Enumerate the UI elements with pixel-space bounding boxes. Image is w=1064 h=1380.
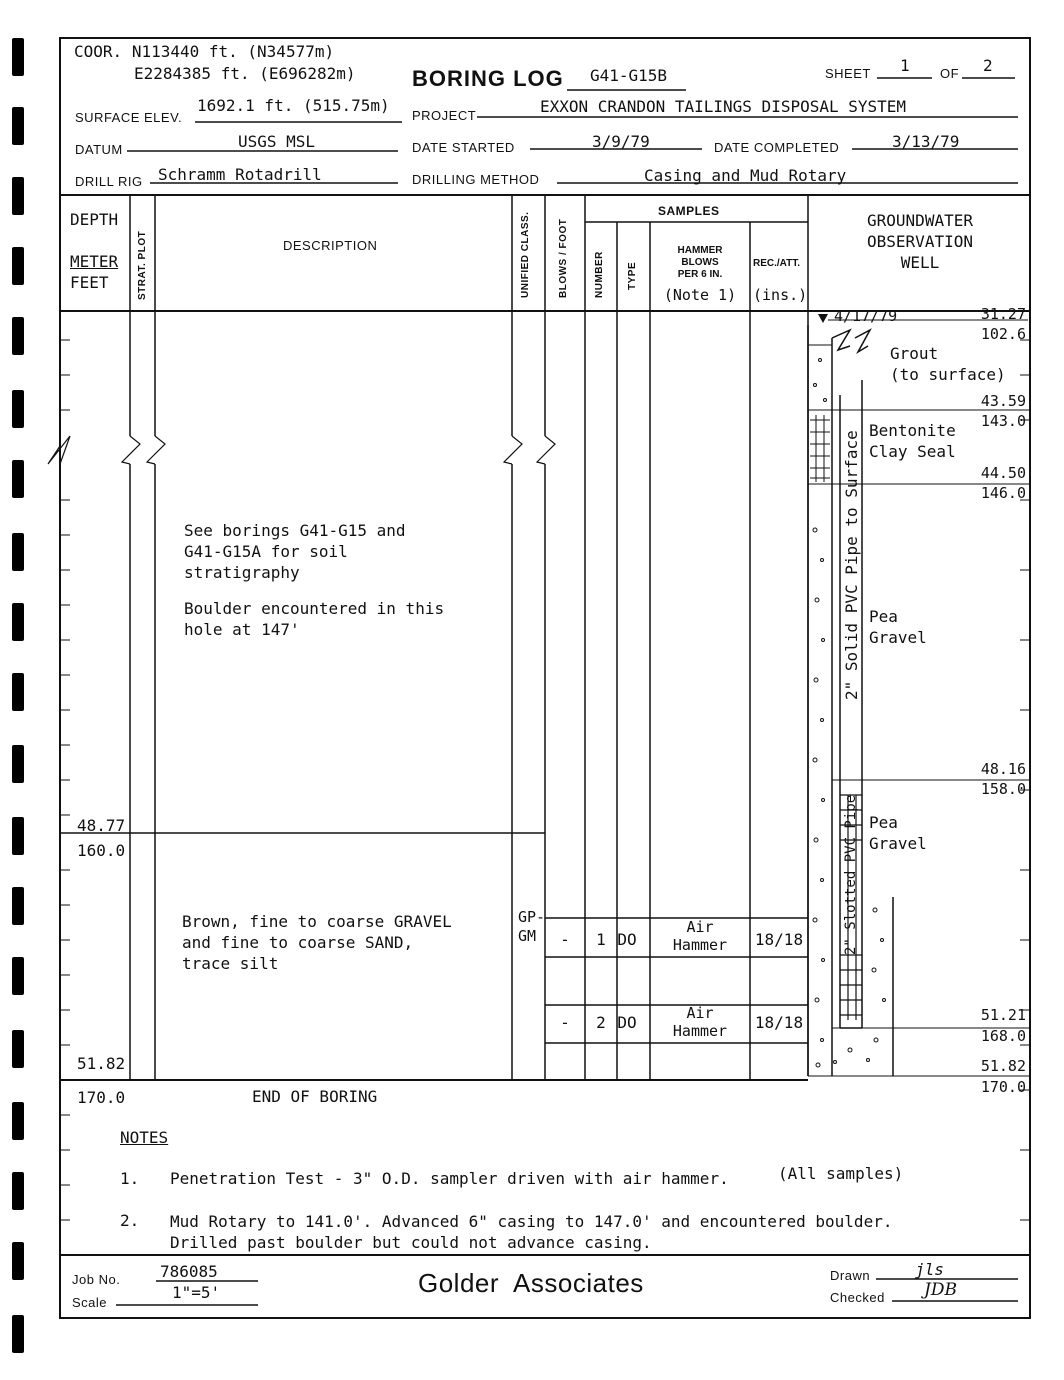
col-strat-plot: STRAT. PLOT [137, 230, 148, 300]
drawn-label: Drawn [830, 1268, 871, 1283]
col-hammer-l3: PER 6 IN. [677, 269, 723, 280]
note-2 [170, 1211, 892, 1253]
unified-class-l1: GP- [518, 908, 546, 926]
datum-label: DATUM [75, 142, 123, 157]
col-hammer-l2: BLOWS [681, 257, 719, 268]
checked-label: Checked [830, 1290, 885, 1305]
job-number: 786085 [160, 1262, 218, 1281]
date-completed: 3/13/79 [892, 132, 960, 151]
depth-170-m: 51.82 [980, 1057, 1026, 1075]
col-depth: DEPTH [70, 210, 119, 229]
drill-rig: Schramm Rotadrill [158, 165, 322, 184]
pea-gravel-1-l2: Gravel [869, 628, 927, 647]
datum: USGS MSL [238, 132, 316, 151]
bentonite-label [869, 420, 956, 462]
note-1: Penetration Test - 3" O.D. sampler driven with air hammer. [170, 1169, 729, 1188]
col-rec-units: (ins.) [753, 286, 808, 304]
drawn-by: jls [915, 1260, 944, 1279]
description-1-l2: G41-G15A for soil [184, 542, 348, 561]
project: EXXON CRANDON TAILINGS DISPOSAL SYSTEM [540, 97, 907, 116]
water-level-m: 31.27 [980, 305, 1026, 323]
depth-143-ft: 143.0 [980, 412, 1026, 430]
slotted-pipe-label: 2" Slotted PVC Pipe [843, 794, 859, 955]
description-2-l2: and fine to coarse SAND, [182, 933, 414, 952]
col-gw-l1: GROUNDWATER [867, 211, 973, 230]
description-1-l3: stratigraphy [184, 563, 300, 582]
water-date: 4/17/79 [834, 307, 898, 325]
sample-type: DO [617, 930, 637, 949]
checked-by: JDB [924, 1280, 957, 1300]
pea-gravel-1-label [869, 606, 927, 648]
drilling-method: Casing and Mud Rotary [644, 166, 847, 185]
form-title: BORING LOG [412, 66, 564, 91]
col-feet: FEET [70, 273, 109, 292]
drilling-method-label: DRILLING METHOD [412, 172, 540, 187]
notes-title: NOTES [120, 1128, 169, 1147]
water-level-ft: 102.6 [980, 325, 1026, 343]
note-1-number: 1. [120, 1169, 140, 1188]
sample-blows: - [560, 930, 570, 949]
depth-158-m: 48.16 [980, 760, 1026, 778]
col-hammer [652, 245, 748, 281]
description-1-l4: Boulder encountered in this [184, 599, 445, 618]
bentonite-l1: Bentonite [869, 421, 956, 440]
depth-1-ft: 160.0 [77, 841, 126, 860]
date-started: 3/9/79 [592, 132, 650, 151]
depth-170-ft: 170.0 [980, 1078, 1026, 1096]
date-completed-label: DATE COMPLETED [714, 140, 840, 155]
solid-pipe-label: 2" Solid PVC Pipe to Surface [842, 430, 861, 700]
col-meter: METER [70, 252, 119, 271]
pea-gravel-1-l1: Pea [869, 607, 898, 626]
sample-number: 1 [596, 930, 606, 949]
note-2-number: 2. [120, 1211, 140, 1230]
col-samples: SAMPLES [658, 204, 720, 218]
coor-label: COOR. [74, 42, 123, 61]
col-unified-class: UNIFIED CLASS. [520, 211, 531, 298]
sample-rec: 18/18 [754, 930, 804, 949]
boring-id: G41-G15B [590, 66, 668, 85]
sample-hammer-l2: Hammer [672, 1022, 728, 1040]
sample-hammer-l1: Air [686, 918, 714, 936]
description-2 [182, 911, 452, 974]
description-1 [184, 520, 444, 640]
description-2-l1: Brown, fine to coarse GRAVEL [182, 912, 452, 931]
drill-rig-label: DRILL RIG [75, 174, 143, 189]
job-label: Job No. [72, 1272, 121, 1287]
note-2-l2: Drilled past boulder but could not advance casing. [170, 1233, 652, 1252]
col-type: TYPE [627, 261, 638, 290]
description-2-l3: trace silt [182, 954, 279, 973]
col-gw-l3: WELL [900, 253, 940, 272]
description-1-l1: See borings G41-G15 and [184, 521, 406, 540]
sample-hammer-l2: Hammer [672, 936, 728, 954]
depth-146-m: 44.50 [980, 464, 1026, 482]
project-label: PROJECT [412, 108, 477, 123]
sample-type: DO [617, 1013, 637, 1032]
coor-north: N113440 ft. (N34577m) [131, 42, 335, 61]
sample-hammer [650, 918, 750, 954]
note-1-extra: (All samples) [778, 1164, 904, 1183]
of-label: OF [940, 66, 960, 81]
col-rec-att: REC./ATT. [753, 258, 801, 269]
col-hammer-note: (Note 1) [663, 286, 737, 304]
sample-blows: - [560, 1013, 570, 1032]
depth-146-ft: 146.0 [980, 484, 1026, 502]
col-hammer-l1: HAMMER [677, 245, 723, 256]
depth-143-m: 43.59 [980, 392, 1026, 410]
sheet-label: SHEET [825, 66, 871, 81]
pea-gravel-2-label [869, 812, 927, 854]
company-name: Golder Associates [418, 1268, 644, 1298]
depth-158-ft: 158.0 [980, 780, 1026, 798]
col-gw-l2: OBSERVATION [867, 232, 973, 251]
end-of-boring: END OF BORING [252, 1087, 378, 1106]
unified-class [518, 908, 545, 946]
sample-rec: 18/18 [754, 1013, 804, 1032]
bentonite-l2: Clay Seal [869, 442, 956, 461]
depth-1-m: 48.77 [77, 816, 126, 835]
sheet-number: 1 [900, 56, 910, 75]
coor-east: E2284385 ft. (E696282m) [134, 64, 356, 83]
surface-elev: 1692.1 ft. (515.75m) [197, 96, 390, 115]
description-1-l5: hole at 147' [184, 620, 300, 639]
pea-gravel-2-l1: Pea [869, 813, 898, 832]
col-number: NUMBER [594, 251, 605, 298]
depth-2-m: 51.82 [77, 1054, 126, 1073]
pea-gravel-2-l2: Gravel [869, 834, 927, 853]
depth-168-ft: 168.0 [980, 1027, 1026, 1045]
unified-class-l2: GM [518, 927, 537, 945]
sample-number: 2 [596, 1013, 606, 1032]
coordinates [74, 42, 334, 61]
depth-2-ft: 170.0 [77, 1088, 126, 1107]
depth-168-m: 51.21 [980, 1006, 1026, 1024]
scale: 1"=5' [172, 1283, 221, 1302]
col-blows-foot: BLOWS / FOOT [558, 218, 569, 298]
note-2-l1: Mud Rotary to 141.0'. Advanced 6" casing to 147.0' and encountered boulder. [170, 1212, 893, 1231]
surface-elev-label: SURFACE ELEV. [75, 110, 183, 125]
sheet-total: 2 [983, 56, 993, 75]
date-started-label: DATE STARTED [412, 140, 515, 155]
col-groundwater [810, 210, 1030, 273]
grout-l1: Grout [890, 344, 939, 363]
col-description: DESCRIPTION [283, 238, 378, 253]
grout-label [890, 343, 1006, 385]
grout-l2: (to surface) [890, 365, 1006, 384]
sample-hammer [650, 1004, 750, 1040]
sample-hammer-l1: Air [686, 1004, 714, 1022]
scale-label: Scale [72, 1295, 108, 1310]
